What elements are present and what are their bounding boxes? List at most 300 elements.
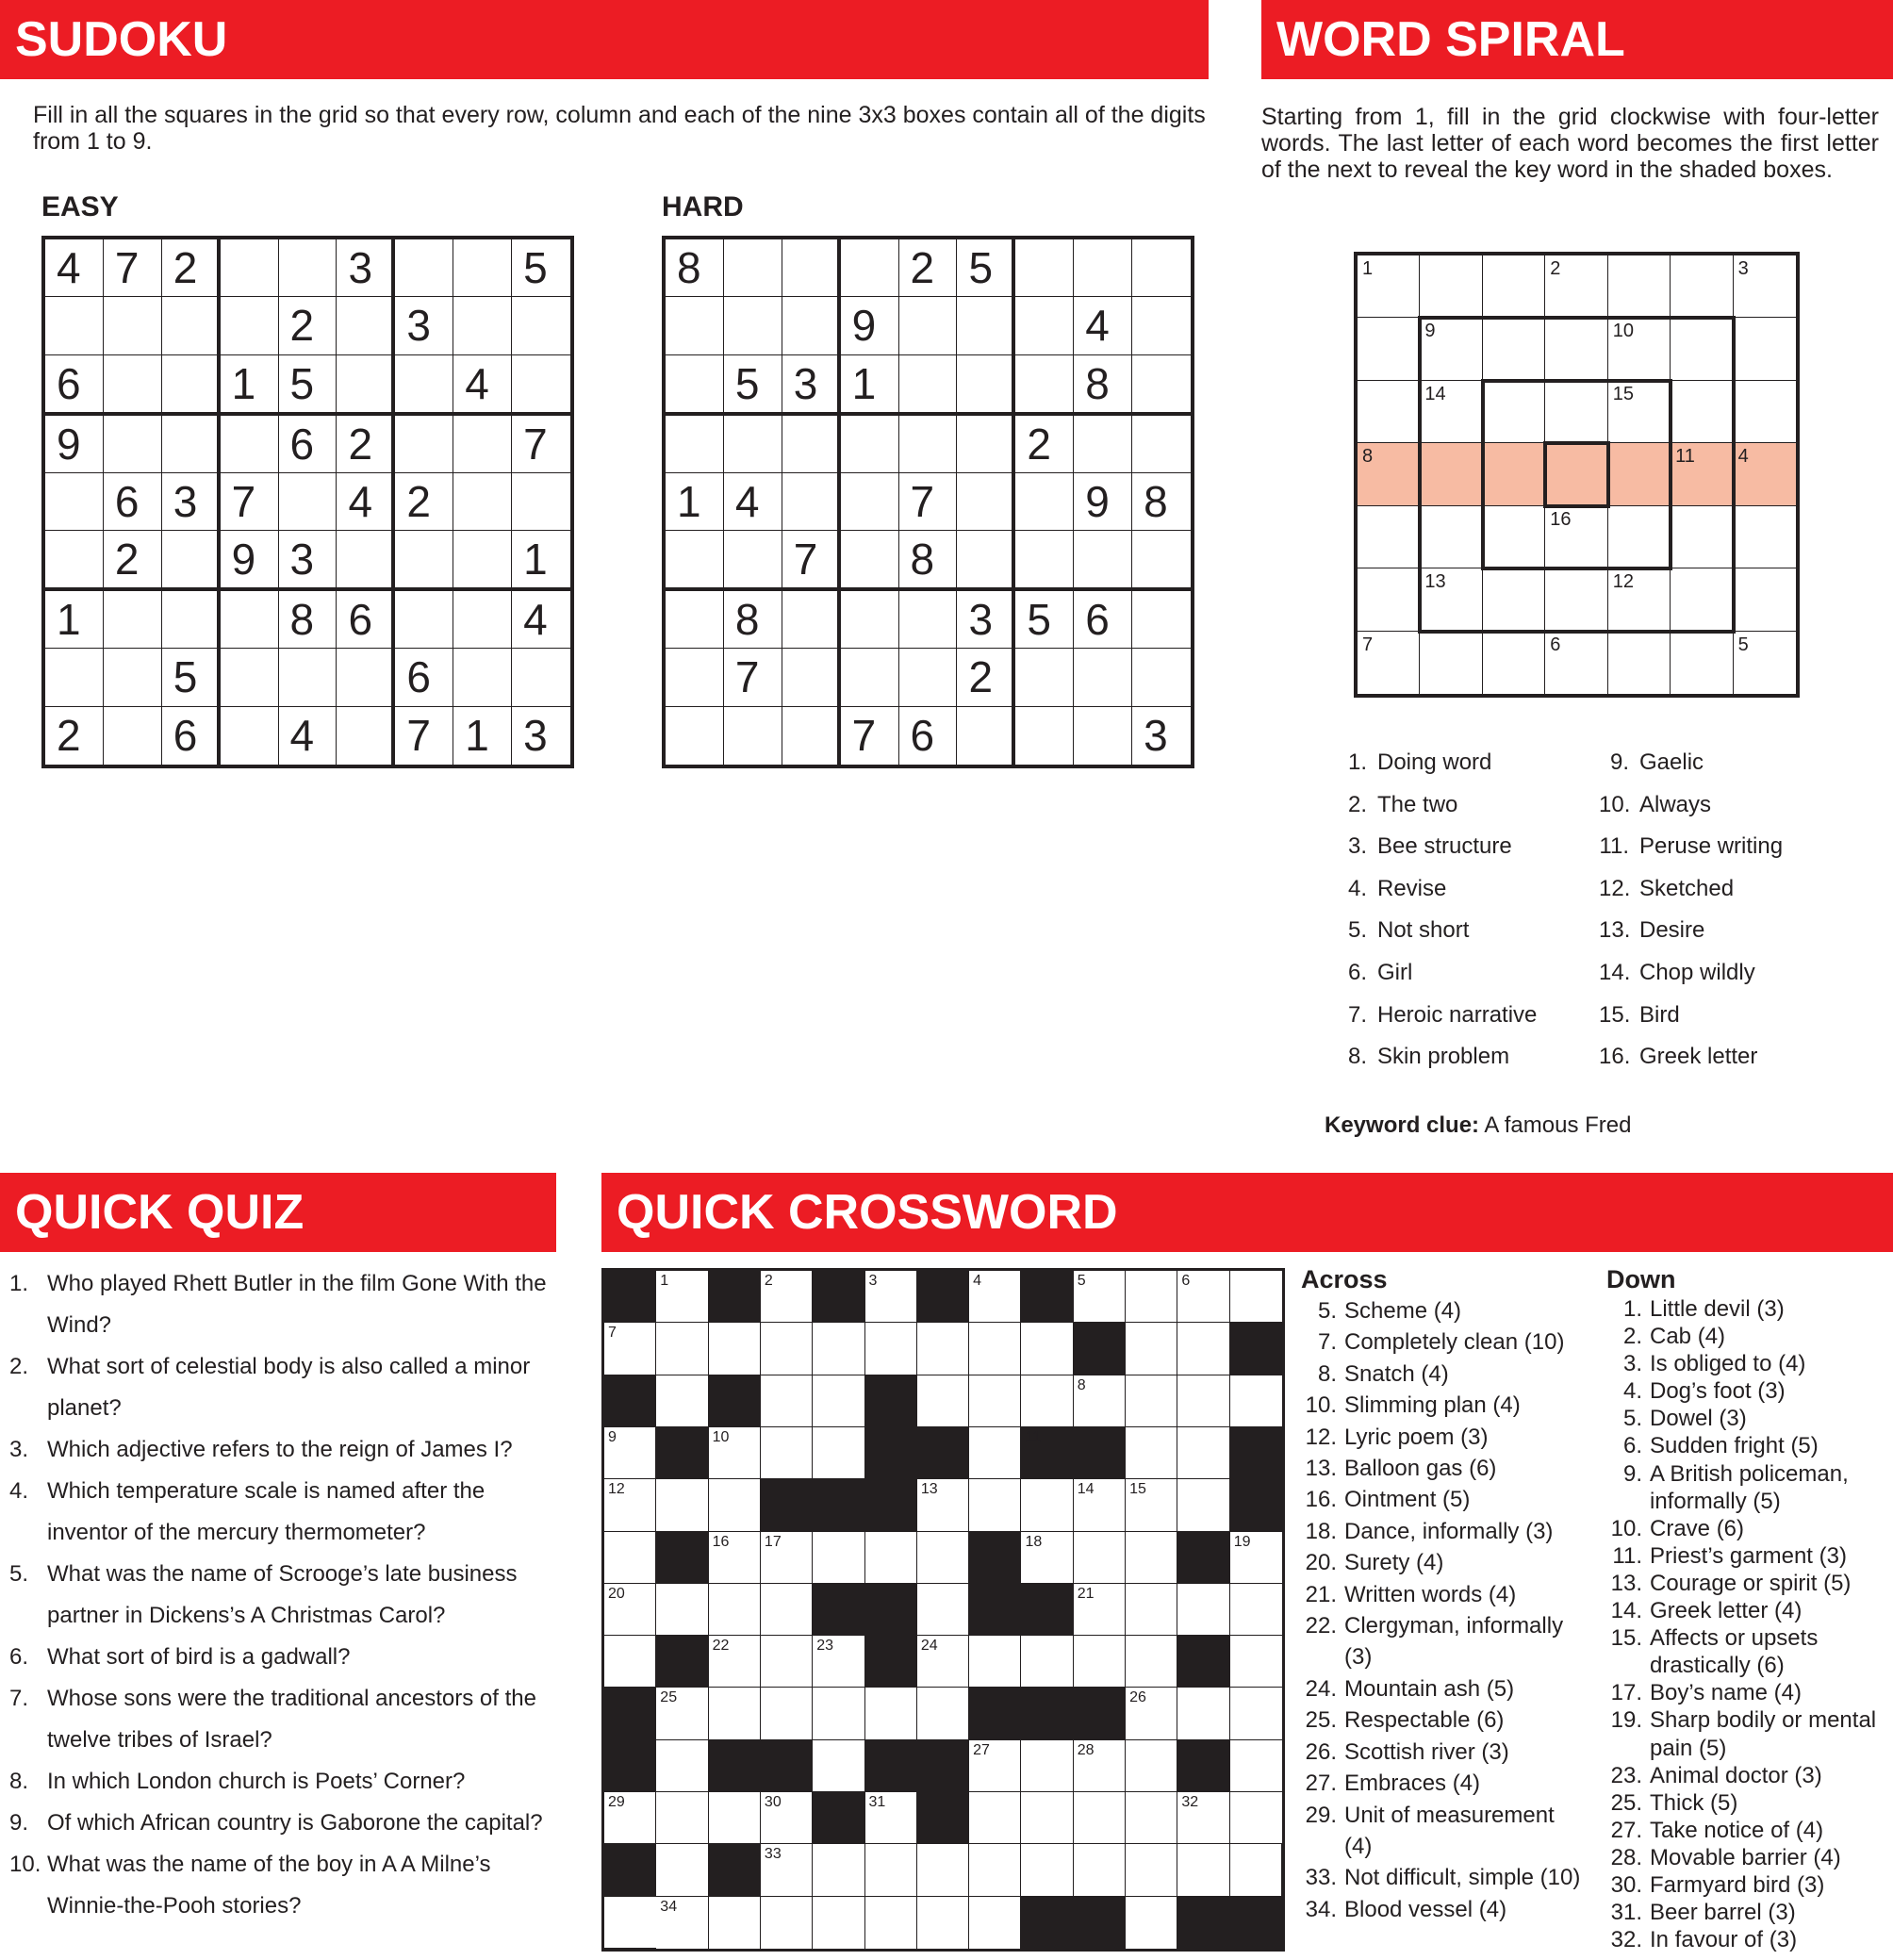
spiral-cell[interactable] bbox=[1608, 255, 1671, 318]
spiral-cell[interactable] bbox=[1671, 255, 1733, 318]
sudoku-cell[interactable] bbox=[1132, 355, 1191, 416]
crossword-cell[interactable] bbox=[1126, 1323, 1177, 1375]
sudoku-cell[interactable] bbox=[453, 473, 512, 531]
crossword-cell[interactable] bbox=[1074, 1271, 1126, 1323]
crossword-cell[interactable] bbox=[656, 1584, 708, 1636]
crossword-cell[interactable] bbox=[1021, 1792, 1073, 1844]
crossword-cell[interactable] bbox=[1126, 1479, 1177, 1531]
crossword-cell[interactable] bbox=[761, 1897, 813, 1949]
crossword-cell[interactable] bbox=[1126, 1427, 1177, 1479]
crossword-cell[interactable] bbox=[604, 1792, 656, 1844]
sudoku-cell[interactable]: 1 bbox=[512, 531, 570, 591]
sudoku-cell[interactable]: 9 bbox=[841, 297, 899, 354]
sudoku-cell[interactable] bbox=[162, 416, 221, 473]
crossword-cell[interactable] bbox=[761, 1271, 813, 1323]
sudoku-cell[interactable]: 7 bbox=[841, 707, 899, 765]
sudoku-cell[interactable]: 7 bbox=[782, 531, 841, 591]
crossword-cell[interactable] bbox=[1126, 1740, 1177, 1792]
spiral-cell[interactable] bbox=[1608, 443, 1671, 505]
crossword-cell[interactable] bbox=[604, 1323, 656, 1375]
spiral-cell[interactable] bbox=[1671, 381, 1733, 443]
sudoku-cell[interactable] bbox=[45, 531, 104, 591]
crossword-cell[interactable] bbox=[709, 1479, 761, 1531]
crossword-cell[interactable] bbox=[969, 1792, 1021, 1844]
crossword-cell[interactable] bbox=[1126, 1792, 1177, 1844]
crossword-cell[interactable] bbox=[1177, 1271, 1229, 1323]
sudoku-cell[interactable] bbox=[1132, 416, 1191, 473]
sudoku-cell[interactable] bbox=[1132, 531, 1191, 591]
sudoku-cell[interactable]: 8 bbox=[1074, 355, 1132, 416]
sudoku-cell[interactable]: 4 bbox=[337, 473, 395, 531]
crossword-cell[interactable] bbox=[761, 1792, 813, 1844]
sudoku-cell[interactable] bbox=[841, 531, 899, 591]
sudoku-cell[interactable]: 7 bbox=[221, 473, 279, 531]
spiral-cell[interactable] bbox=[1483, 318, 1545, 380]
sudoku-cell[interactable] bbox=[782, 297, 841, 354]
crossword-cell[interactable] bbox=[969, 1897, 1021, 1949]
sudoku-cell[interactable] bbox=[841, 473, 899, 531]
spiral-cell[interactable] bbox=[1545, 443, 1607, 505]
sudoku-cell[interactable] bbox=[453, 531, 512, 591]
crossword-cell[interactable] bbox=[1074, 1844, 1126, 1896]
crossword-cell[interactable] bbox=[813, 1427, 864, 1479]
sudoku-cell[interactable]: 6 bbox=[1074, 591, 1132, 649]
sudoku-cell[interactable]: 2 bbox=[162, 239, 221, 297]
sudoku-cell[interactable] bbox=[1074, 416, 1132, 473]
sudoku-cell[interactable] bbox=[337, 297, 395, 354]
sudoku-cell[interactable] bbox=[666, 707, 724, 765]
crossword-cell[interactable] bbox=[1230, 1375, 1282, 1427]
sudoku-cell[interactable]: 8 bbox=[724, 591, 782, 649]
sudoku-cell[interactable] bbox=[395, 416, 453, 473]
crossword-cell[interactable] bbox=[709, 1636, 761, 1688]
sudoku-cell[interactable] bbox=[1015, 355, 1074, 416]
crossword-cell[interactable] bbox=[656, 1740, 708, 1792]
crossword-cell[interactable] bbox=[969, 1636, 1021, 1688]
crossword-cell[interactable] bbox=[1126, 1375, 1177, 1427]
sudoku-cell[interactable]: 5 bbox=[957, 239, 1015, 297]
crossword-cell[interactable] bbox=[969, 1740, 1021, 1792]
crossword-cell[interactable] bbox=[709, 1427, 761, 1479]
crossword-cell[interactable] bbox=[865, 1897, 917, 1949]
sudoku-cell[interactable]: 2 bbox=[395, 473, 453, 531]
sudoku-cell[interactable] bbox=[512, 649, 570, 706]
crossword-cell[interactable] bbox=[865, 1844, 917, 1896]
crossword-cell[interactable] bbox=[1177, 1323, 1229, 1375]
sudoku-cell[interactable]: 1 bbox=[841, 355, 899, 416]
sudoku-cell[interactable]: 6 bbox=[162, 707, 221, 765]
crossword-cell[interactable] bbox=[761, 1688, 813, 1739]
sudoku-cell[interactable] bbox=[512, 297, 570, 354]
crossword-cell[interactable] bbox=[917, 1323, 969, 1375]
sudoku-cell[interactable] bbox=[899, 416, 958, 473]
spiral-cell[interactable] bbox=[1420, 506, 1482, 568]
crossword-cell[interactable] bbox=[1230, 1532, 1282, 1584]
crossword-cell[interactable] bbox=[761, 1323, 813, 1375]
crossword-cell[interactable] bbox=[813, 1740, 864, 1792]
spiral-cell[interactable] bbox=[1545, 381, 1607, 443]
sudoku-cell[interactable] bbox=[782, 649, 841, 706]
sudoku-cell[interactable] bbox=[957, 531, 1015, 591]
sudoku-cell[interactable]: 4 bbox=[1074, 297, 1132, 354]
crossword-cell[interactable] bbox=[1021, 1375, 1073, 1427]
sudoku-cell[interactable]: 6 bbox=[395, 649, 453, 706]
spiral-cell[interactable] bbox=[1671, 506, 1733, 568]
sudoku-cell[interactable] bbox=[453, 591, 512, 649]
spiral-cell[interactable] bbox=[1545, 568, 1607, 631]
sudoku-cell[interactable]: 1 bbox=[453, 707, 512, 765]
sudoku-cell[interactable] bbox=[1132, 239, 1191, 297]
sudoku-cell[interactable]: 2 bbox=[45, 707, 104, 765]
crossword-cell[interactable] bbox=[1074, 1584, 1126, 1636]
sudoku-cell[interactable]: 8 bbox=[1132, 473, 1191, 531]
crossword-cell[interactable] bbox=[761, 1584, 813, 1636]
crossword-cell[interactable] bbox=[969, 1323, 1021, 1375]
sudoku-cell[interactable] bbox=[724, 416, 782, 473]
sudoku-cell[interactable]: 5 bbox=[279, 355, 337, 416]
sudoku-cell[interactable] bbox=[104, 355, 162, 416]
sudoku-cell[interactable]: 8 bbox=[899, 531, 958, 591]
sudoku-cell[interactable] bbox=[162, 355, 221, 416]
sudoku-cell[interactable] bbox=[221, 649, 279, 706]
sudoku-cell[interactable] bbox=[337, 531, 395, 591]
sudoku-cell[interactable] bbox=[1132, 649, 1191, 706]
sudoku-cell[interactable] bbox=[957, 473, 1015, 531]
sudoku-cell[interactable]: 2 bbox=[1015, 416, 1074, 473]
crossword-cell[interactable] bbox=[1177, 1584, 1229, 1636]
sudoku-cell[interactable] bbox=[453, 649, 512, 706]
crossword-cell[interactable] bbox=[1021, 1479, 1073, 1531]
spiral-cell[interactable] bbox=[1734, 506, 1796, 568]
sudoku-cell[interactable]: 3 bbox=[279, 531, 337, 591]
sudoku-cell[interactable]: 2 bbox=[337, 416, 395, 473]
sudoku-cell[interactable] bbox=[666, 297, 724, 354]
sudoku-cell[interactable] bbox=[724, 297, 782, 354]
crossword-cell[interactable] bbox=[969, 1844, 1021, 1896]
sudoku-cell[interactable] bbox=[221, 591, 279, 649]
spiral-cell[interactable] bbox=[1483, 255, 1545, 318]
sudoku-cell[interactable]: 3 bbox=[523, 710, 548, 760]
crossword-cell[interactable] bbox=[604, 1636, 656, 1688]
crossword-cell[interactable] bbox=[917, 1532, 969, 1584]
sudoku-cell[interactable] bbox=[395, 591, 453, 649]
sudoku-cell[interactable] bbox=[899, 355, 958, 416]
crossword-cell[interactable] bbox=[813, 1688, 864, 1739]
sudoku-cell[interactable] bbox=[279, 473, 337, 531]
crossword-cell[interactable] bbox=[1177, 1844, 1229, 1896]
sudoku-cell[interactable]: 5 bbox=[724, 355, 782, 416]
sudoku-cell[interactable]: 9 bbox=[1074, 473, 1132, 531]
crossword-cell[interactable] bbox=[969, 1479, 1021, 1531]
sudoku-cell[interactable] bbox=[666, 355, 724, 416]
crossword-cell[interactable] bbox=[1126, 1532, 1177, 1584]
sudoku-cell[interactable] bbox=[1015, 239, 1074, 297]
sudoku-cell[interactable]: 2 bbox=[899, 239, 958, 297]
crossword-cell[interactable] bbox=[656, 1323, 708, 1375]
crossword-cell[interactable] bbox=[1177, 1688, 1229, 1739]
crossword-cell[interactable] bbox=[1021, 1636, 1073, 1688]
spiral-cell[interactable] bbox=[1483, 506, 1545, 568]
sudoku-cell[interactable]: 6 bbox=[337, 591, 395, 649]
sudoku-cell[interactable]: 6 bbox=[279, 416, 337, 473]
sudoku-cell[interactable] bbox=[45, 649, 104, 706]
sudoku-cell[interactable] bbox=[162, 531, 221, 591]
crossword-cell[interactable] bbox=[813, 1897, 864, 1949]
sudoku-cell[interactable]: 5 bbox=[1015, 591, 1074, 649]
sudoku-cell[interactable]: 3 bbox=[782, 355, 841, 416]
sudoku-cell[interactable]: 7 bbox=[512, 416, 570, 473]
crossword-cell[interactable] bbox=[865, 1688, 917, 1739]
crossword-cell[interactable] bbox=[656, 1897, 708, 1949]
spiral-cell[interactable] bbox=[1734, 318, 1796, 380]
crossword-cell[interactable] bbox=[1126, 1636, 1177, 1688]
sudoku-cell[interactable] bbox=[666, 416, 724, 473]
sudoku-cell[interactable] bbox=[395, 239, 453, 297]
sudoku-cell[interactable] bbox=[1015, 649, 1074, 706]
spiral-cell[interactable] bbox=[1420, 443, 1482, 505]
spiral-cell[interactable] bbox=[1358, 381, 1420, 443]
crossword-cell[interactable] bbox=[1021, 1844, 1073, 1896]
sudoku-cell[interactable]: 9 bbox=[221, 531, 279, 591]
sudoku-cell[interactable]: 3 bbox=[395, 297, 453, 354]
sudoku-cell[interactable] bbox=[395, 531, 453, 591]
crossword-cell[interactable] bbox=[604, 1479, 656, 1531]
sudoku-cell[interactable]: 5 bbox=[512, 239, 570, 297]
spiral-cell[interactable] bbox=[1483, 568, 1545, 631]
sudoku-cell[interactable] bbox=[957, 355, 1015, 416]
crossword-cell[interactable] bbox=[1021, 1740, 1073, 1792]
sudoku-cell[interactable] bbox=[782, 473, 841, 531]
sudoku-cell[interactable]: 5 bbox=[162, 649, 221, 706]
sudoku-cell[interactable]: 8 bbox=[666, 239, 724, 297]
sudoku-cell[interactable]: 3 bbox=[1144, 710, 1168, 760]
sudoku-cell[interactable] bbox=[395, 355, 453, 416]
crossword-cell[interactable] bbox=[604, 1584, 656, 1636]
spiral-cell[interactable] bbox=[1358, 506, 1420, 568]
sudoku-cell[interactable] bbox=[279, 649, 337, 706]
crossword-cell[interactable] bbox=[709, 1688, 761, 1739]
sudoku-cell[interactable]: 6 bbox=[899, 707, 958, 765]
crossword-cell[interactable] bbox=[1230, 1792, 1282, 1844]
crossword-cell[interactable] bbox=[1230, 1740, 1282, 1792]
sudoku-cell[interactable] bbox=[899, 591, 958, 649]
crossword-cell[interactable] bbox=[1074, 1479, 1126, 1531]
crossword-cell[interactable] bbox=[1074, 1792, 1126, 1844]
sudoku-cell[interactable] bbox=[453, 416, 512, 473]
sudoku-cell[interactable] bbox=[221, 416, 279, 473]
crossword-cell[interactable] bbox=[709, 1532, 761, 1584]
crossword-cell[interactable] bbox=[1074, 1375, 1126, 1427]
sudoku-cell[interactable] bbox=[666, 591, 724, 649]
crossword-cell[interactable] bbox=[813, 1844, 864, 1896]
crossword-cell[interactable] bbox=[1230, 1271, 1282, 1323]
sudoku-cell[interactable]: 4 bbox=[279, 707, 337, 765]
sudoku-cell[interactable]: 4 bbox=[45, 239, 104, 297]
sudoku-cell[interactable] bbox=[337, 707, 395, 765]
sudoku-cell[interactable] bbox=[841, 591, 899, 649]
sudoku-cell[interactable] bbox=[782, 416, 841, 473]
crossword-cell[interactable] bbox=[1126, 1271, 1177, 1323]
sudoku-cell[interactable]: 7 bbox=[395, 707, 453, 765]
sudoku-cell[interactable] bbox=[666, 531, 724, 591]
sudoku-cell[interactable] bbox=[45, 297, 104, 354]
spiral-cell[interactable] bbox=[1420, 255, 1482, 318]
sudoku-cell[interactable] bbox=[1132, 591, 1191, 649]
spiral-cell[interactable] bbox=[1358, 568, 1420, 631]
crossword-cell[interactable] bbox=[761, 1427, 813, 1479]
crossword-cell[interactable] bbox=[656, 1479, 708, 1531]
spiral-cell[interactable] bbox=[1608, 506, 1671, 568]
crossword-cell[interactable] bbox=[1021, 1532, 1073, 1584]
sudoku-cell[interactable] bbox=[957, 416, 1015, 473]
sudoku-cell[interactable]: 8 bbox=[279, 591, 337, 649]
spiral-cell[interactable] bbox=[1358, 318, 1420, 380]
crossword-cell[interactable] bbox=[1230, 1844, 1282, 1896]
crossword-cell[interactable] bbox=[709, 1897, 761, 1949]
sudoku-cell[interactable] bbox=[957, 297, 1015, 354]
crossword-cell[interactable] bbox=[1230, 1636, 1282, 1688]
crossword-cell[interactable] bbox=[656, 1688, 708, 1739]
spiral-cell[interactable] bbox=[1671, 318, 1733, 380]
spiral-cell[interactable] bbox=[1734, 381, 1796, 443]
crossword-cell[interactable] bbox=[656, 1271, 708, 1323]
sudoku-cell[interactable]: 1 bbox=[45, 591, 104, 649]
sudoku-cell[interactable] bbox=[104, 707, 162, 765]
sudoku-cell[interactable] bbox=[453, 239, 512, 297]
crossword-cell[interactable] bbox=[1074, 1532, 1126, 1584]
crossword-cell[interactable] bbox=[761, 1636, 813, 1688]
spiral-cell[interactable] bbox=[1734, 568, 1796, 631]
crossword-cell[interactable] bbox=[813, 1323, 864, 1375]
sudoku-cell[interactable] bbox=[512, 473, 570, 531]
sudoku-cell[interactable]: 1 bbox=[221, 355, 279, 416]
sudoku-cell[interactable] bbox=[337, 649, 395, 706]
crossword-cell[interactable] bbox=[761, 1375, 813, 1427]
crossword-cell[interactable] bbox=[813, 1532, 864, 1584]
crossword-cell[interactable] bbox=[1177, 1792, 1229, 1844]
sudoku-cell[interactable] bbox=[899, 297, 958, 354]
sudoku-cell[interactable]: 4 bbox=[512, 591, 570, 649]
crossword-cell[interactable] bbox=[1177, 1427, 1229, 1479]
crossword-cell[interactable] bbox=[865, 1271, 917, 1323]
sudoku-cell[interactable] bbox=[724, 707, 782, 765]
spiral-cell[interactable] bbox=[1483, 443, 1545, 505]
sudoku-cell[interactable] bbox=[841, 239, 899, 297]
sudoku-cell[interactable]: 6 bbox=[45, 355, 104, 416]
sudoku-cell[interactable]: 4 bbox=[724, 473, 782, 531]
spiral-cell[interactable] bbox=[1671, 632, 1733, 694]
sudoku-cell[interactable] bbox=[104, 649, 162, 706]
sudoku-cell[interactable] bbox=[1015, 473, 1074, 531]
crossword-cell[interactable] bbox=[917, 1688, 969, 1739]
crossword-cell[interactable] bbox=[1126, 1584, 1177, 1636]
crossword-cell[interactable] bbox=[1177, 1479, 1229, 1531]
sudoku-cell[interactable] bbox=[221, 707, 279, 765]
sudoku-cell[interactable] bbox=[337, 355, 395, 416]
crossword-cell[interactable] bbox=[656, 1792, 708, 1844]
sudoku-cell[interactable] bbox=[1132, 297, 1191, 354]
sudoku-cell[interactable] bbox=[1074, 707, 1132, 765]
crossword-cell[interactable] bbox=[865, 1532, 917, 1584]
crossword-cell[interactable] bbox=[917, 1844, 969, 1896]
crossword-cell[interactable] bbox=[917, 1584, 969, 1636]
sudoku-cell[interactable] bbox=[666, 649, 724, 706]
sudoku-cell[interactable] bbox=[221, 297, 279, 354]
crossword-cell[interactable] bbox=[865, 1323, 917, 1375]
sudoku-cell[interactable]: 7 bbox=[104, 239, 162, 297]
crossword-cell[interactable] bbox=[865, 1792, 917, 1844]
crossword-cell[interactable] bbox=[917, 1479, 969, 1531]
spiral-cell[interactable] bbox=[1671, 568, 1733, 631]
crossword-cell[interactable] bbox=[761, 1844, 813, 1896]
sudoku-cell[interactable]: 1 bbox=[666, 473, 724, 531]
sudoku-cell[interactable]: 3 bbox=[337, 239, 395, 297]
crossword-cell[interactable] bbox=[917, 1897, 969, 1949]
crossword-cell[interactable] bbox=[917, 1636, 969, 1688]
spiral-cell[interactable] bbox=[1483, 381, 1545, 443]
sudoku-cell[interactable] bbox=[221, 239, 279, 297]
crossword-cell[interactable] bbox=[709, 1323, 761, 1375]
crossword-cell[interactable] bbox=[917, 1375, 969, 1427]
sudoku-cell[interactable] bbox=[841, 416, 899, 473]
crossword-cell[interactable] bbox=[709, 1584, 761, 1636]
crossword-cell[interactable] bbox=[604, 1532, 656, 1584]
crossword-cell[interactable] bbox=[1126, 1897, 1177, 1949]
crossword-cell[interactable] bbox=[761, 1532, 813, 1584]
sudoku-cell[interactable] bbox=[453, 297, 512, 354]
crossword-cell[interactable] bbox=[1074, 1740, 1126, 1792]
sudoku-cell[interactable]: 6 bbox=[104, 473, 162, 531]
crossword-cell[interactable] bbox=[1126, 1844, 1177, 1896]
sudoku-cell[interactable] bbox=[841, 649, 899, 706]
spiral-cell[interactable] bbox=[1545, 318, 1607, 380]
sudoku-cell[interactable] bbox=[1074, 649, 1132, 706]
sudoku-cell[interactable] bbox=[724, 239, 782, 297]
crossword-cell[interactable] bbox=[969, 1427, 1021, 1479]
sudoku-cell[interactable] bbox=[279, 239, 337, 297]
crossword-cell[interactable] bbox=[656, 1844, 708, 1896]
spiral-cell[interactable] bbox=[1608, 632, 1671, 694]
crossword-cell[interactable] bbox=[1126, 1688, 1177, 1739]
sudoku-cell[interactable] bbox=[104, 297, 162, 354]
sudoku-cell[interactable] bbox=[782, 591, 841, 649]
crossword-cell[interactable] bbox=[1021, 1323, 1073, 1375]
crossword-cell[interactable] bbox=[969, 1375, 1021, 1427]
sudoku-cell[interactable]: 2 bbox=[279, 297, 337, 354]
sudoku-cell[interactable]: 2 bbox=[957, 649, 1015, 706]
sudoku-cell[interactable]: 3 bbox=[162, 473, 221, 531]
sudoku-cell[interactable] bbox=[162, 591, 221, 649]
crossword-cell[interactable] bbox=[709, 1792, 761, 1844]
sudoku-cell[interactable]: 4 bbox=[453, 355, 512, 416]
sudoku-cell[interactable] bbox=[45, 473, 104, 531]
sudoku-cell[interactable] bbox=[899, 649, 958, 706]
sudoku-cell[interactable] bbox=[782, 707, 841, 765]
sudoku-cell[interactable]: 7 bbox=[724, 649, 782, 706]
sudoku-cell[interactable] bbox=[1015, 531, 1074, 591]
crossword-cell[interactable] bbox=[813, 1636, 864, 1688]
crossword-cell[interactable] bbox=[656, 1375, 708, 1427]
sudoku-cell[interactable] bbox=[1015, 707, 1074, 765]
sudoku-cell[interactable] bbox=[162, 297, 221, 354]
crossword-cell[interactable] bbox=[1230, 1584, 1282, 1636]
crossword-cell[interactable] bbox=[1230, 1688, 1282, 1739]
crossword-cell[interactable] bbox=[969, 1271, 1021, 1323]
crossword-cell[interactable] bbox=[1074, 1636, 1126, 1688]
crossword-cell[interactable] bbox=[1177, 1375, 1229, 1427]
sudoku-cell[interactable] bbox=[1074, 531, 1132, 591]
crossword-cell[interactable] bbox=[604, 1897, 656, 1949]
